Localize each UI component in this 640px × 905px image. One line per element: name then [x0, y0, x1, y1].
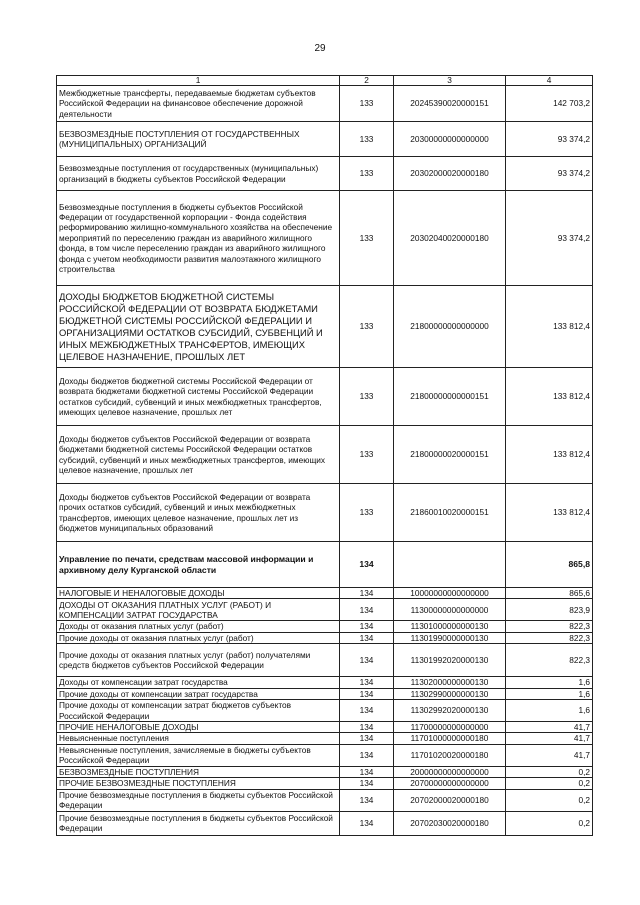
table-row: [57, 157, 593, 191]
admin-code-cell: 134: [340, 588, 394, 599]
budget-code-cell: 21860010020000151: [394, 484, 506, 542]
admin-code-cell: 133: [340, 426, 394, 484]
amount-cell: 133 812,4: [506, 368, 593, 426]
table-row: [57, 677, 593, 688]
admin-code-cell: 134: [340, 789, 394, 811]
table-row: [57, 778, 593, 789]
budget-code-cell: 20700000000000000: [394, 778, 506, 789]
budget-code-cell: 11700000000000000: [394, 722, 506, 733]
amount-cell: 0,2: [506, 778, 593, 789]
amount-cell: 822,3: [506, 644, 593, 677]
budget-code-cell: 11701000000000180: [394, 733, 506, 744]
admin-code-cell: 133: [340, 368, 394, 426]
amount-cell: 822,3: [506, 621, 593, 632]
budget-code-cell: 11300000000000000: [394, 599, 506, 621]
table-row: [57, 484, 593, 542]
amount-cell: 822,3: [506, 632, 593, 643]
header-col-1: 1: [57, 76, 340, 86]
admin-code-cell: 133: [340, 191, 394, 286]
table-body: [57, 86, 593, 836]
page-number: 29: [314, 43, 326, 54]
income-name-cell: Прочие безвозмездные поступления в бюджеты субъектов Российской Федерации: [57, 789, 340, 811]
budget-code-cell: 20302040020000180: [394, 191, 506, 286]
table-row: [57, 632, 593, 643]
table-row: [57, 599, 593, 621]
income-name-cell: ПРОЧИЕ БЕЗВОЗМЕЗДНЫЕ ПОСТУПЛЕНИЯ: [57, 778, 340, 789]
income-name-cell: ДОХОДЫ ОТ ОКАЗАНИЯ ПЛАТНЫХ УСЛУГ (РАБОТ) И КОМПЕНСАЦИИ ЗАТРАТ ГОСУДАРСТВА: [57, 599, 340, 621]
income-name-cell: Невыясненные поступления, зачисляемые в бюджеты субъектов Российской Федерации: [57, 744, 340, 766]
amount-cell: 41,7: [506, 733, 593, 744]
amount-cell: 133 812,4: [506, 484, 593, 542]
amount-cell: 0,2: [506, 789, 593, 811]
income-name-cell: Прочие доходы от компенсации затрат бюджетов субъектов Российской Федерации: [57, 700, 340, 722]
budget-code-cell: 20000000000000000: [394, 766, 506, 777]
header-col-3: 3: [394, 76, 506, 86]
admin-code-cell: 134: [340, 700, 394, 722]
income-name-cell: Доходы от оказания платных услуг (работ): [57, 621, 340, 632]
income-name-cell: ДОХОДЫ БЮДЖЕТОВ БЮДЖЕТНОЙ СИСТЕМЫ РОССИЙСКОЙ ФЕДЕРАЦИИ ОТ ВОЗВРАТА БЮДЖЕТАМИ БЮДЖЕТНОЙ СИСТЕМЫ РОССИЙСКОЙ ФЕДЕРАЦИИ И ОРГАНИЗАЦИЯМИ ОСТАТКОВ СУБСИДИЙ, СУБВЕНЦИЙ И ИНЫХ МЕЖБЮДЖЕТНЫХ ТРАНСФЕРТОВ, ИМЕЮЩИХ ЦЕЛЕВОЕ НАЗНАЧЕНИЕ, ПРОШЛЫХ ЛЕТ: [57, 286, 340, 368]
table-row: [57, 811, 593, 835]
income-name-cell: Безвозмездные поступления в бюджеты субъектов Российской Федерации от государственной корпорации - Фонда содействия реформированию жилищно-коммунального хозяйства на обеспечение мероприятий по переселению граждан из аварийного жилищного фонда, в том числе переселению граждан из аварийного жилищного фонда с учетом необходимости развития малоэтажного жилищного строительства: [57, 191, 340, 286]
table-row: [57, 588, 593, 599]
amount-cell: 93 374,2: [506, 191, 593, 286]
admin-code-cell: 134: [340, 621, 394, 632]
admin-code-cell: 134: [340, 778, 394, 789]
budget-code-cell: 11302000000000130: [394, 677, 506, 688]
table-row: [57, 766, 593, 777]
budget-code-cell: 11301990000000130: [394, 632, 506, 643]
table-row: [57, 191, 593, 286]
income-name-cell: БЕЗВОЗМЕЗДНЫЕ ПОСТУПЛЕНИЯ: [57, 766, 340, 777]
budget-code-cell: 11302990000000130: [394, 688, 506, 699]
admin-code-cell: 133: [340, 286, 394, 368]
amount-cell: 133 812,4: [506, 286, 593, 368]
amount-cell: 865,6: [506, 588, 593, 599]
admin-code-cell: 134: [340, 542, 394, 588]
income-name-cell: Прочие доходы от компенсации затрат государства: [57, 688, 340, 699]
table-row: [57, 122, 593, 157]
income-name-cell: Невыясненные поступления: [57, 733, 340, 744]
table-row: [57, 700, 593, 722]
income-name-cell: Доходы бюджетов субъектов Российской Федерации от возврата прочих остатков субсидий, субвенций и иных межбюджетных трансфертов, имеющих целевое назначение, прошлых лет из бюджетов муниципальных образований: [57, 484, 340, 542]
table-row: [57, 722, 593, 733]
income-name-cell: Межбюджетные трансферты, передаваемые бюджетам субъектов Российской Федерации на финансовое обеспечение дорожной деятельности: [57, 86, 340, 122]
budget-code-cell: 20300000000000000: [394, 122, 506, 157]
budget-code-cell: 11301000000000130: [394, 621, 506, 632]
budget-code-cell: 20245390020000151: [394, 86, 506, 122]
admin-code-cell: 134: [340, 632, 394, 643]
admin-code-cell: 134: [340, 599, 394, 621]
table-row: [57, 744, 593, 766]
admin-code-cell: 134: [340, 688, 394, 699]
admin-code-cell: 133: [340, 157, 394, 191]
amount-cell: 41,7: [506, 744, 593, 766]
header-col-4: 4: [506, 76, 593, 86]
admin-code-cell: 133: [340, 122, 394, 157]
table-row: [57, 86, 593, 122]
budget-code-cell: 21800000020000151: [394, 426, 506, 484]
budget-code-cell: 21800000000000151: [394, 368, 506, 426]
amount-cell: 93 374,2: [506, 157, 593, 191]
income-name-cell: Безвозмездные поступления от государственных (муниципальных) организаций в бюджеты субъектов Российской Федерации: [57, 157, 340, 191]
income-name-cell: Управление по печати, средствам массовой информации и архивному делу Курганской области: [57, 542, 340, 588]
budget-code-cell: 11701020020000180: [394, 744, 506, 766]
amount-cell: 1,6: [506, 688, 593, 699]
income-name-cell: Прочие доходы от оказания платных услуг (работ): [57, 632, 340, 643]
table-header-row: [57, 76, 593, 86]
income-name-cell: Доходы бюджетов субъектов Российской Федерации от возврата бюджетами бюджетной системы Российской Федерации остатков субсидий, субвенций и иных межбюджетных трансфертов, имеющих целевое назначение, прошлых лет: [57, 426, 340, 484]
amount-cell: 93 374,2: [506, 122, 593, 157]
budget-code-cell: 21800000000000000: [394, 286, 506, 368]
amount-cell: 1,6: [506, 700, 593, 722]
table-row: [57, 621, 593, 632]
amount-cell: 865,8: [506, 542, 593, 588]
header-col-2: 2: [340, 76, 394, 86]
table-row: [57, 368, 593, 426]
table-row: [57, 644, 593, 677]
table-row: [57, 542, 593, 588]
budget-code-cell: 11302992020000130: [394, 700, 506, 722]
income-name-cell: БЕЗВОЗМЕЗДНЫЕ ПОСТУПЛЕНИЯ ОТ ГОСУДАРСТВЕННЫХ (МУНИЦИПАЛЬНЫХ) ОРГАНИЗАЦИЙ: [57, 122, 340, 157]
admin-code-cell: 133: [340, 86, 394, 122]
admin-code-cell: 134: [340, 677, 394, 688]
amount-cell: 1,6: [506, 677, 593, 688]
table-row: [57, 733, 593, 744]
table-row: [57, 789, 593, 811]
admin-code-cell: 134: [340, 766, 394, 777]
income-name-cell: Прочие безвозмездные поступления в бюджеты субъектов Российской Федерации: [57, 811, 340, 835]
income-name-cell: ПРОЧИЕ НЕНАЛОГОВЫЕ ДОХОДЫ: [57, 722, 340, 733]
admin-code-cell: 134: [340, 722, 394, 733]
admin-code-cell: 134: [340, 811, 394, 835]
table-row: [57, 426, 593, 484]
budget-code-cell: 20702000020000180: [394, 789, 506, 811]
income-name-cell: НАЛОГОВЫЕ И НЕНАЛОГОВЫЕ ДОХОДЫ: [57, 588, 340, 599]
amount-cell: 0,2: [506, 811, 593, 835]
revenue-table: [56, 75, 593, 836]
income-name-cell: Прочие доходы от оказания платных услуг (работ) получателями средств бюджетов субъектов Российской Федерации: [57, 644, 340, 677]
income-name-cell: Доходы бюджетов бюджетной системы Российской Федерации от возврата бюджетами бюджетной системы Российской Федерации остатков субсидий, субвенций и иных межбюджетных трансфертов, имеющих целевое назначение, прошлых лет: [57, 368, 340, 426]
table-row: [57, 688, 593, 699]
budget-code-cell: 10000000000000000: [394, 588, 506, 599]
amount-cell: 41,7: [506, 722, 593, 733]
admin-code-cell: 134: [340, 644, 394, 677]
amount-cell: 133 812,4: [506, 426, 593, 484]
amount-cell: 0,2: [506, 766, 593, 777]
admin-code-cell: 133: [340, 484, 394, 542]
admin-code-cell: 134: [340, 733, 394, 744]
budget-code-cell: [394, 542, 506, 588]
budget-code-cell: 20702030020000180: [394, 811, 506, 835]
admin-code-cell: 134: [340, 744, 394, 766]
amount-cell: 823,9: [506, 599, 593, 621]
income-name-cell: Доходы от компенсации затрат государства: [57, 677, 340, 688]
amount-cell: 142 703,2: [506, 86, 593, 122]
table-row: [57, 286, 593, 368]
budget-code-cell: 11301992020000130: [394, 644, 506, 677]
budget-code-cell: 20302000020000180: [394, 157, 506, 191]
